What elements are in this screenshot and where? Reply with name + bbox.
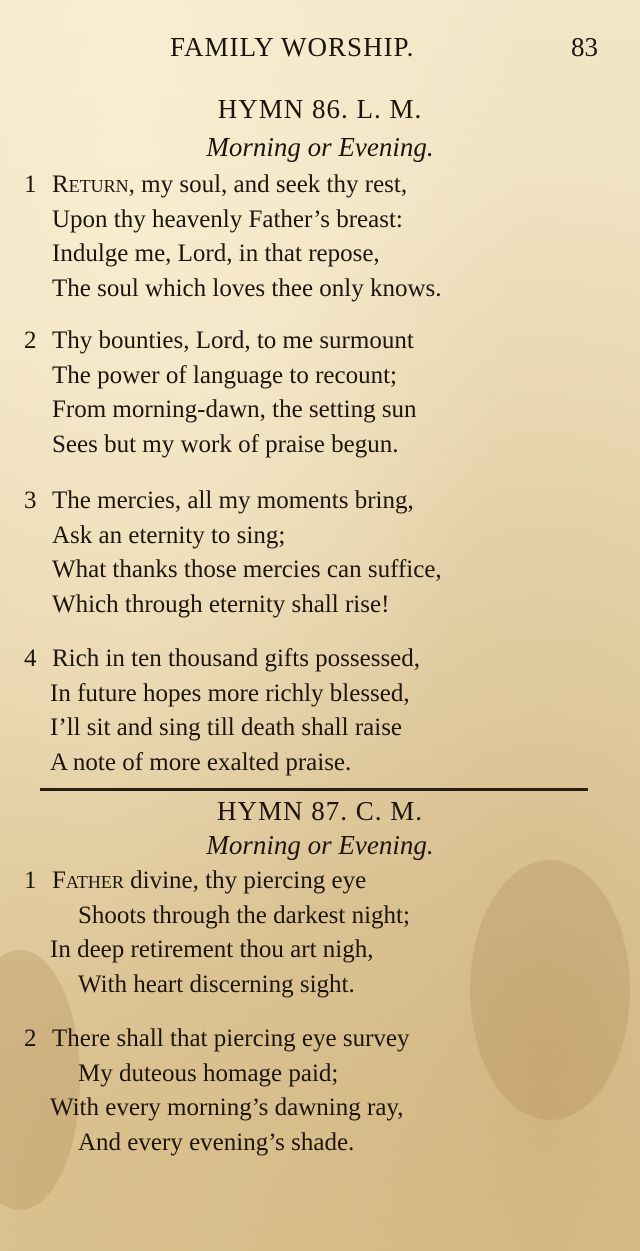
verse-line-text: Upon thy heavenly Father’s breast:: [52, 205, 403, 233]
verse-line: [0, 588, 640, 623]
verse-line-text: Sees but my work of praise begun.: [52, 430, 399, 458]
verse-line: [0, 237, 640, 272]
verse-line-text: Rich in ten thousand gifts possessed,: [52, 645, 421, 672]
verse-number: 3: [24, 487, 37, 514]
verse-line: [0, 428, 640, 463]
verse-line-text: From morning-dawn, the setting sun: [52, 396, 417, 423]
verse-line: [0, 484, 640, 519]
verse-line-text: What thanks those mercies can suffice,: [52, 556, 442, 583]
verse-line-text: Shoots through the darkest night;: [78, 901, 410, 929]
verse-line: [0, 359, 640, 394]
verse-line-text: [52, 168, 407, 203]
verse-line-text: There shall that piercing eye survey: [52, 1025, 410, 1052]
verse-line: [0, 864, 640, 899]
verse-line: [0, 324, 640, 359]
page-header: [0, 28, 640, 72]
running-head: FAMILY WORSHIP.: [170, 32, 415, 62]
verse-line: [0, 553, 640, 588]
verse-line-text: Which through eternity shall rise!: [52, 590, 390, 618]
verse: [0, 642, 640, 780]
hymn-title: HYMN 87. C. M.: [216, 796, 424, 826]
verse-line: [0, 393, 640, 428]
verse: [0, 1022, 640, 1160]
verse-line: [0, 677, 640, 712]
verse-line: [0, 203, 640, 238]
first-word-small-caps: Father: [52, 867, 124, 894]
verse-line: [0, 272, 640, 307]
verse-line: [0, 1057, 640, 1092]
verse: [0, 324, 640, 462]
verse-line: [0, 519, 640, 554]
verse: [0, 168, 640, 306]
verse-line: [0, 933, 640, 968]
verse-line-text: The power of language to recount;: [52, 361, 398, 389]
verse-line-text: With heart discerning sight.: [78, 970, 355, 998]
verse-line-text: And every evening’s shade.: [78, 1128, 355, 1156]
verse-line: [0, 746, 640, 781]
hymn-title: HYMN 86. L. M.: [217, 94, 423, 124]
verse-line: [0, 968, 640, 1003]
verse: [0, 864, 640, 1002]
verse-line-text: The soul which loves thee only knows.: [52, 274, 442, 302]
verse-line-text: In future hopes more richly blessed,: [50, 679, 410, 707]
verse: [0, 484, 640, 622]
verse-line-text: A note of more exalted praise.: [50, 748, 352, 776]
verse-number: 1: [24, 171, 37, 198]
verse-line: [0, 642, 640, 677]
verse-line: [0, 1091, 640, 1126]
line-rest: divine, thy piercing eye: [123, 867, 367, 894]
verse-number: 4: [24, 645, 37, 672]
verse-line-text: Thy bounties, Lord, to me surmount: [52, 327, 414, 354]
line-rest: my soul, and seek thy rest,: [134, 171, 408, 198]
verse-line-text: Ask an eternity to sing;: [52, 521, 286, 549]
verse-line-text: My duteous homage paid;: [78, 1059, 339, 1087]
verse-line: [0, 1126, 640, 1161]
page-number: 83: [571, 32, 598, 62]
first-word-small-caps: Return,: [52, 171, 135, 198]
hymn-subtitle: Morning or Evening.: [206, 830, 434, 860]
verse-line: [0, 168, 640, 203]
verse-line: [0, 1022, 640, 1057]
hymn-subtitle: Morning or Evening.: [206, 132, 434, 162]
verse-line-text: Indulge me, Lord, in that repose,: [52, 240, 380, 267]
verse-line: [0, 711, 640, 746]
verse-line: [0, 899, 640, 934]
verse-number: 2: [24, 327, 37, 354]
verse-number: 1: [24, 867, 37, 894]
verse-line-text: The mercies, all my moments bring,: [52, 487, 414, 514]
verse-line-text: In deep retirement thou art nigh,: [50, 936, 374, 963]
verse-line-text: With every morning’s dawning ray,: [50, 1094, 404, 1121]
verse-line-text: [52, 864, 366, 899]
verse-number: 2: [24, 1025, 37, 1052]
verse-line-text: I’ll sit and sing till death shall raise: [50, 714, 403, 741]
section-rule: [40, 788, 588, 791]
